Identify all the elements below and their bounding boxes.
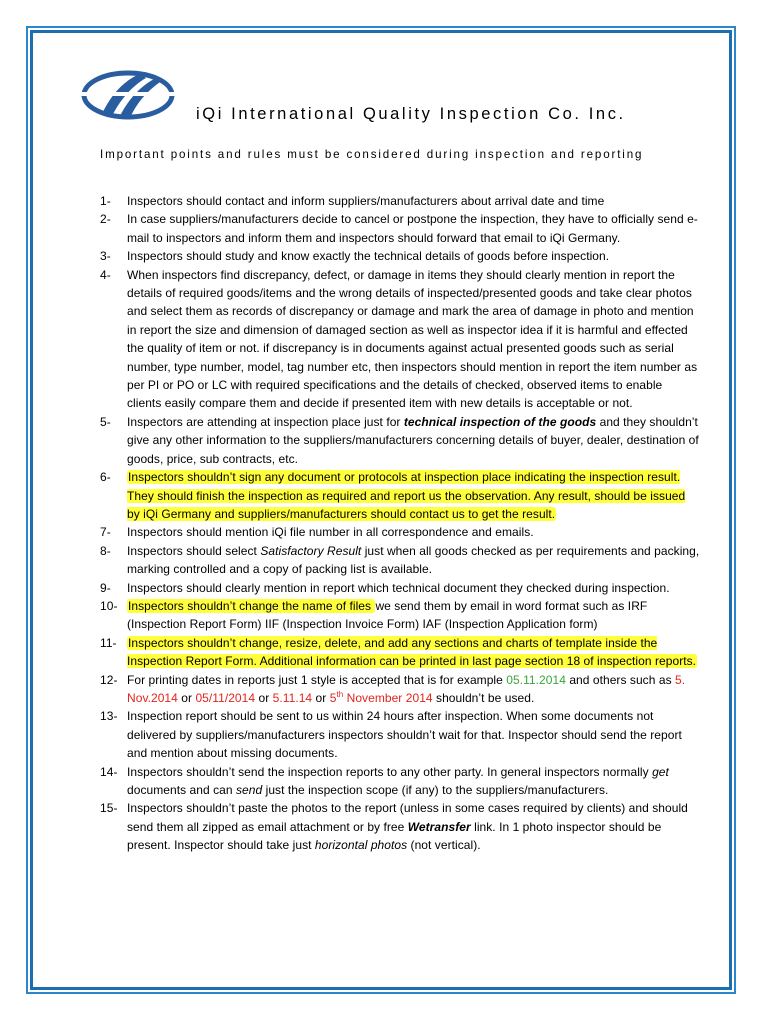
rule-text — [127, 799, 700, 854]
rule-text-segment: 5 — [329, 690, 337, 705]
rule-item — [100, 671, 700, 708]
rule-text-segment: get — [652, 764, 669, 779]
rule-item — [100, 210, 700, 247]
rule-item — [100, 799, 700, 854]
rule-number: 4- — [100, 267, 111, 282]
rule-item — [100, 597, 700, 634]
rule-text — [127, 763, 700, 800]
document-subtitle: Important points and rules must be considered during inspection and reporting — [100, 148, 644, 161]
rule-text-segment: link. In 1 photo inspector should be present. Inspector should take just — [127, 819, 662, 853]
rule-text-segment: 5. Nov.2014 — [127, 672, 686, 705]
rule-text-segment: Inspection report should be sent to us within 24 hours after inspection. When some documents not delivered by suppliers/manufacturers inspectors shouldn’t wait for that. Inspector should send the report and mention about missing documents. — [127, 709, 682, 761]
rule-text — [127, 597, 700, 634]
rule-item — [100, 707, 700, 762]
rule-text-segment: documents and can — [127, 783, 236, 797]
highlighted-text: Inspectors shouldn’t change the name of files — [128, 598, 375, 613]
rule-text-segment: Inspectors shouldn’t send the inspection reports to any other party. In general inspectors normally — [127, 764, 653, 779]
rule-number: 14- — [100, 764, 118, 779]
rule-item — [100, 634, 700, 671]
company-logo-icon — [80, 66, 176, 124]
rule-item — [100, 468, 700, 523]
rule-number: 10- — [100, 598, 118, 613]
rule-text — [127, 634, 700, 671]
rule-number: 8- — [100, 543, 111, 558]
rule-number: 11- — [100, 635, 117, 650]
rule-text-segment: horizontal photos — [314, 838, 408, 853]
rule-item — [100, 542, 700, 579]
rules-list — [100, 192, 700, 855]
rule-text — [127, 192, 700, 210]
rule-text — [127, 266, 700, 413]
rule-text-segment: we send them by email in word format such as IRF (Inspection Report Form) IIF (Inspection Invoice Form) IAF (Inspection Application form) — [127, 598, 648, 632]
rule-text-segment: Satisfactory Result — [260, 543, 362, 558]
rule-text — [127, 210, 700, 247]
rule-text-segment: 05.11.2014 — [506, 672, 566, 687]
rule-item — [100, 579, 700, 597]
rule-number: 5- — [100, 414, 111, 429]
rule-text — [127, 468, 700, 523]
rule-text — [127, 413, 700, 468]
rule-number: 2- — [100, 212, 111, 227]
rule-text-segment: (not vertical). — [407, 838, 481, 853]
rule-text-segment: 5.11.14 — [272, 690, 313, 705]
rule-number: 15- — [100, 801, 118, 816]
rule-text-segment: 05/11/2014 — [195, 690, 256, 705]
rule-text — [127, 523, 700, 541]
rule-number: 3- — [100, 249, 111, 264]
rule-item — [100, 413, 700, 468]
rule-text-segment: or — [177, 690, 196, 705]
rule-text-segment: Wetransfer — [407, 819, 471, 834]
rule-text-segment: Inspectors should study and know exactly the technical details of goods before inspection. — [127, 249, 610, 264]
rule-text — [127, 671, 700, 708]
rule-item — [100, 247, 700, 265]
rule-item — [100, 192, 700, 210]
rule-text — [127, 707, 700, 762]
highlighted-text: Inspectors shouldn’t sign any document or protocols at inspection place indicating the inspection result. They should finish the inspection as required and report us the observation. Any result, should be issued by iQi Germany and suppliers/manufacturers should contact us to get the result. — [127, 470, 686, 521]
rule-item — [100, 763, 700, 800]
rule-text — [127, 542, 700, 579]
rule-item — [100, 523, 700, 541]
rule-number: 6- — [100, 470, 111, 485]
rule-text-segment: Inspectors should mention iQi file number in all correspondence and emails. — [127, 525, 534, 540]
rule-text-segment: For printing dates in reports just 1 style is accepted that is for example — [127, 672, 507, 687]
rule-text-segment: or — [255, 690, 273, 705]
rule-number: 1- — [100, 194, 111, 208]
rule-text-segment: and they shouldn’t give any other information to the suppliers/manufacturers concerning details of buyer, dealer, destination of goods, price, sub contracts, etc. — [127, 414, 699, 466]
highlighted-text: Inspectors shouldn’t change, resize, delete, and add any sections and charts of template inside the Inspection Report Form. Additional information can be printed in last page section 18 of inspection reports. — [127, 635, 697, 669]
rule-text — [127, 247, 700, 265]
rule-text-segment: When inspectors find discrepancy, defect, or damage in items they should clearly mention in report the details of required goods/items and the wrong details of inspected/presented goods and take clear photos and select them as records of discrepancy or damage and mark the area of damage in photo and mention in report the size and dimension of damaged section as well as inspector idea if it is harmful and effected the quality of item or not. if discrepancy is in documents against actual presented goods such as serial number, type number, model, tag number etc, then inspectors should mention in report the item number as per PI or PO or LC with required specifications and the details of checked, observed items to enable clients easily compare them and decide if presented item with new details is acceptable or not. — [127, 267, 698, 411]
rule-text-segment: Inspectors should select — [127, 543, 261, 558]
rule-text-segment: Inspectors are attending at inspection place just for — [127, 414, 404, 429]
rule-text-segment: November 2014 — [343, 690, 433, 705]
rule-text-segment: Inspectors should contact and inform suppliers/manufacturers about arrival date and time — [127, 194, 605, 208]
rule-text-segment: Inspectors shouldn’t paste the photos to the report (unless in some cases required by clients) and should send them all zipped as email attachment or by free — [127, 801, 688, 834]
rule-item — [100, 266, 700, 413]
rule-text-segment: and others such as — [565, 672, 676, 687]
company-name: iQi International Quality Inspection Co. Inc. — [196, 105, 626, 123]
rule-number: 7- — [100, 525, 111, 540]
rule-text-segment: th — [336, 689, 344, 699]
rule-text-segment: send — [235, 783, 263, 797]
rule-text-segment: Inspectors should clearly mention in report which technical document they checked during inspection. — [127, 580, 670, 595]
rule-text-segment: shouldn’t be used. — [432, 690, 535, 705]
rule-text-segment: just when all goods checked as per requirements and packing, marking controlled and a copy of packing list is available. — [127, 543, 700, 577]
rule-text-segment: In case suppliers/manufacturers decide to cancel or postpone the inspection, they have to officially send e-mail to inspectors and inform them and inspectors should forward that email to iQi Germany. — [127, 212, 698, 245]
rule-text-segment: or — [312, 690, 330, 705]
rule-text — [127, 579, 700, 597]
rule-number: 12- — [100, 672, 118, 687]
rule-text-segment: technical inspection of the goods — [403, 414, 597, 429]
rule-number: 9- — [100, 580, 111, 595]
rule-text-segment: just the inspection scope (if any) to the suppliers/manufacturers. — [262, 783, 609, 797]
rule-number: 13- — [100, 709, 118, 724]
